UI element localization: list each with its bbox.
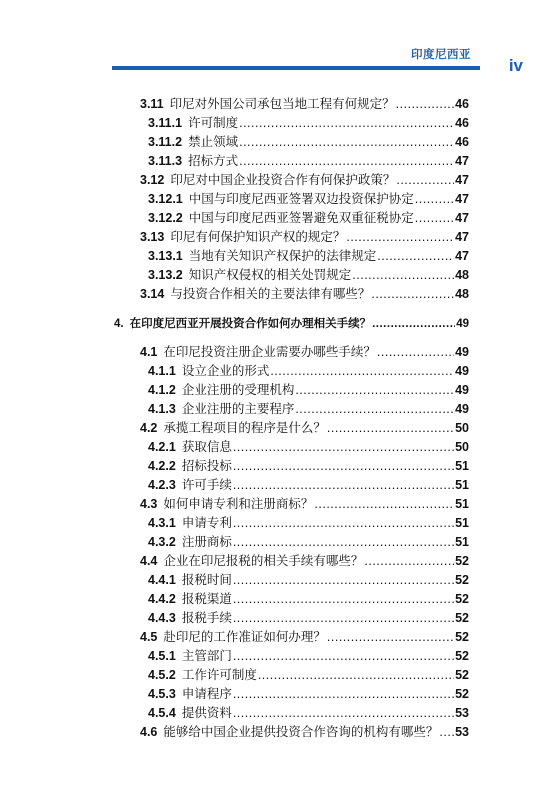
toc-entry-title: 印尼有何保护知识产权的规定？ [170, 229, 346, 244]
toc-entry-number: 4.1 [140, 345, 158, 359]
toc-entry-page: 53 [455, 725, 469, 739]
toc-entry[interactable] [148, 590, 469, 608]
toc-entry-number: 4.4.3 [148, 611, 176, 625]
toc-entry-page: 47 [455, 192, 469, 206]
toc-entry[interactable] [148, 400, 469, 418]
toc-entry-number: 4.2.3 [148, 478, 176, 492]
toc-entry-number: 4.4.1 [148, 573, 176, 587]
toc-leader-dots [372, 315, 455, 333]
toc-entry-page: 47 [455, 249, 469, 263]
toc-entry[interactable] [140, 419, 469, 437]
toc-entry-title: 承揽工程项目的程序是什么？ [163, 420, 326, 435]
toc-entry-title: 知识产权侵权的相关处罚规定 [188, 267, 352, 282]
toc-leader-dots [371, 285, 454, 303]
toc-entry-page: 51 [455, 497, 469, 511]
toc-entry[interactable] [148, 609, 469, 627]
toc-entry-title: 能够给中国企业提供投资合作咨询的机构有哪些？ [163, 724, 439, 739]
toc-entry-number: 3.11.3 [148, 154, 183, 168]
toc-entry[interactable] [148, 457, 469, 475]
toc-entry-number: 3.12.1 [148, 192, 183, 206]
toc-entry-page: 52 [455, 630, 469, 644]
toc-entry[interactable] [148, 247, 469, 265]
toc-entry[interactable] [148, 514, 469, 532]
toc-entry[interactable] [148, 362, 469, 380]
toc-entry[interactable] [148, 476, 469, 494]
toc-leader-dots [233, 514, 454, 532]
toc-entry-page: 48 [455, 287, 469, 301]
toc-entry[interactable] [148, 133, 469, 151]
toc-entry[interactable] [140, 228, 469, 246]
toc-entry-title: 中国与印度尼西亚签署避免双重征税协定 [188, 210, 414, 225]
toc-leader-dots [239, 133, 454, 151]
toc-entry[interactable] [140, 285, 469, 303]
toc-entry-page: 52 [455, 554, 469, 568]
toc-leader-dots [258, 666, 454, 684]
toc-entry-title: 在印度尼西亚开展投资合作如何办理相关手续？ [129, 316, 372, 330]
toc-entry[interactable] [140, 343, 469, 361]
toc-leader-dots [364, 552, 454, 570]
toc-leader-dots [233, 609, 454, 627]
toc-entry-number: 4.3.2 [148, 535, 176, 549]
toc-entry-title: 当地有关知识产权保护的法律规定 [188, 248, 377, 263]
toc-entry-page: 51 [455, 516, 469, 530]
toc-entry[interactable] [148, 190, 469, 208]
toc-entry-number: 3.12 [140, 173, 165, 187]
toc-entry-title: 获取信息 [181, 439, 232, 454]
toc-entry-title: 许可手续 [181, 477, 232, 492]
toc-leader-dots [239, 152, 454, 170]
toc-entry-title: 申请程序 [181, 686, 232, 701]
toc-entry[interactable] [148, 647, 469, 665]
toc-entry-page: 51 [455, 459, 469, 473]
toc-entry-number: 4.5.4 [148, 706, 176, 720]
toc-entry[interactable] [148, 533, 469, 551]
toc-entry-number: 4.3 [140, 497, 158, 511]
toc-leader-dots [233, 647, 454, 665]
toc-entry-title: 在印尼投资注册企业需要办哪些手续？ [163, 344, 376, 359]
toc-entry-page: 52 [455, 611, 469, 625]
toc-entry-page: 53 [455, 706, 469, 720]
toc-entry-number: 4.3.1 [148, 516, 176, 530]
toc-leader-dots [415, 190, 454, 208]
toc-entry-title: 中国与印度尼西亚签署双边投资保护协定 [188, 191, 414, 206]
toc-entry-number: 4. [114, 318, 124, 330]
toc-entry-number: 4.4.2 [148, 592, 176, 606]
toc-entry[interactable] [114, 314, 469, 332]
toc-entry[interactable] [148, 704, 469, 722]
toc-entry[interactable] [140, 95, 469, 113]
toc-entry-number: 3.11.2 [148, 135, 183, 149]
toc-leader-dots [439, 723, 454, 741]
toc-entry-number: 4.2.1 [148, 440, 176, 454]
toc-entry-number: 4.5.3 [148, 687, 176, 701]
toc-entry-number: 4.5.1 [148, 649, 176, 663]
toc-entry-page: 49 [456, 318, 469, 330]
toc-entry-title: 企业在印尼报税的相关手续有哪些？ [163, 553, 364, 568]
toc-leader-dots [233, 533, 454, 551]
toc-leader-dots [396, 95, 454, 113]
toc-entry-page: 46 [455, 116, 469, 130]
header-section-title: 印度尼西亚 [411, 47, 471, 61]
toc-entry-page: 49 [455, 383, 469, 397]
toc-entry-title: 报税渠道 [181, 591, 232, 606]
toc-entry[interactable] [148, 266, 469, 284]
toc-entry[interactable] [148, 152, 469, 170]
toc-entry-title: 招标方式 [188, 153, 239, 168]
toc-entry-title: 许可制度 [188, 115, 239, 130]
toc-entry-number: 3.13.1 [148, 249, 183, 263]
toc-entry-page: 52 [455, 592, 469, 606]
toc-leader-dots [233, 590, 454, 608]
page-number: iv [508, 56, 523, 75]
toc-entry[interactable] [148, 571, 469, 589]
toc-entry[interactable] [148, 685, 469, 703]
toc-entry-number: 4.5 [140, 630, 158, 644]
toc-entry-title: 印尼对外国公司承包当地工程有何规定？ [169, 96, 395, 111]
toc-entry-title: 提供资料 [181, 705, 232, 720]
toc-leader-dots [239, 114, 454, 132]
toc-leader-dots [295, 400, 454, 418]
toc-entry-title: 与投资合作相关的主要法律有哪些？ [170, 286, 371, 301]
toc-entry-number: 4.1.2 [148, 383, 176, 397]
toc-entry-page: 49 [455, 345, 469, 359]
toc-entry-page: 50 [455, 421, 469, 435]
toc-leader-dots [377, 247, 454, 265]
toc-entry-title: 企业注册的受理机构 [181, 382, 295, 397]
toc-entry-page: 49 [455, 364, 469, 378]
toc-leader-dots [233, 457, 454, 475]
toc-leader-dots [377, 343, 454, 361]
toc-entry-number: 4.4 [140, 554, 158, 568]
toc-leader-dots [295, 381, 454, 399]
toc-entry-number: 3.13.2 [148, 268, 183, 282]
toc-entry-number: 3.13 [140, 230, 165, 244]
toc-entry-title: 企业注册的主要程序 [181, 401, 295, 416]
toc-entry-page: 46 [455, 135, 469, 149]
toc-entry-number: 4.2.2 [148, 459, 176, 473]
toc-entry-number: 4.1.3 [148, 402, 176, 416]
toc-entry-page: 52 [455, 687, 469, 701]
toc-entry-number: 4.5.2 [148, 668, 176, 682]
toc-entry[interactable] [148, 114, 469, 132]
toc-entry-page: 49 [455, 402, 469, 416]
toc-entry[interactable] [140, 628, 469, 646]
toc-entry-title: 如何申请专利和注册商标？ [163, 496, 314, 511]
toc-entry[interactable] [148, 666, 469, 684]
toc-entry-title: 报税时间 [181, 572, 232, 587]
header-rule [112, 66, 480, 70]
toc-entry-page: 51 [455, 478, 469, 492]
toc-leader-dots [233, 476, 454, 494]
toc-entry-number: 4.6 [140, 725, 158, 739]
toc-entry-number: 3.14 [140, 287, 165, 301]
toc-entry-title: 报税手续 [181, 610, 232, 625]
toc-entry-title: 申请专利 [181, 515, 232, 530]
toc-entry-number: 4.1.1 [148, 364, 176, 378]
toc-entry-page: 51 [455, 535, 469, 549]
toc-leader-dots [346, 228, 454, 246]
toc-entry[interactable] [140, 723, 469, 741]
toc-entry-title: 工作许可制度 [181, 667, 257, 682]
toc-entry-title: 印尼对中国企业投资合作有何保护政策？ [170, 172, 396, 187]
toc-leader-dots [396, 171, 454, 189]
toc-entry-page: 47 [455, 230, 469, 244]
toc-entry[interactable] [148, 438, 469, 456]
toc-leader-dots [270, 362, 454, 380]
toc-entry[interactable] [140, 495, 469, 513]
toc-entry-page: 52 [455, 668, 469, 682]
toc-leader-dots [233, 438, 454, 456]
toc-entry-title: 赴印尼的工作准证如何办理？ [163, 629, 326, 644]
toc-entry-page: 50 [455, 440, 469, 454]
toc-leader-dots [327, 419, 454, 437]
toc-leader-dots [233, 685, 454, 703]
toc-leader-dots [233, 704, 454, 722]
toc-entry-title: 设立企业的形式 [181, 363, 270, 378]
toc-entry-number: 3.12.2 [148, 211, 183, 225]
toc-leader-dots [352, 266, 454, 284]
toc-entry[interactable] [148, 381, 469, 399]
toc-leader-dots [327, 628, 454, 646]
toc-entry[interactable] [140, 171, 469, 189]
toc-entry-number: 4.2 [140, 421, 158, 435]
toc-leader-dots [314, 495, 454, 513]
toc-entry-page: 47 [455, 173, 469, 187]
toc-entry-title: 主管部门 [181, 648, 232, 663]
toc-entry-title: 禁止领域 [188, 134, 239, 149]
toc-entry-page: 48 [455, 268, 469, 282]
toc-entry-page: 52 [455, 573, 469, 587]
toc-entry-number: 3.11 [140, 97, 164, 111]
toc-entry[interactable] [148, 209, 469, 227]
toc-entry[interactable] [140, 552, 469, 570]
toc-entry-title: 招标投标 [181, 458, 232, 473]
toc-entry-page: 47 [455, 211, 469, 225]
toc-leader-dots [233, 571, 454, 589]
toc-entry-title: 注册商标 [181, 534, 232, 549]
toc-leader-dots [415, 209, 454, 227]
toc-entry-page: 52 [455, 649, 469, 663]
toc-entry-page: 47 [455, 154, 469, 168]
toc-entry-page: 46 [455, 97, 469, 111]
toc-entry-number: 3.11.1 [148, 116, 183, 130]
